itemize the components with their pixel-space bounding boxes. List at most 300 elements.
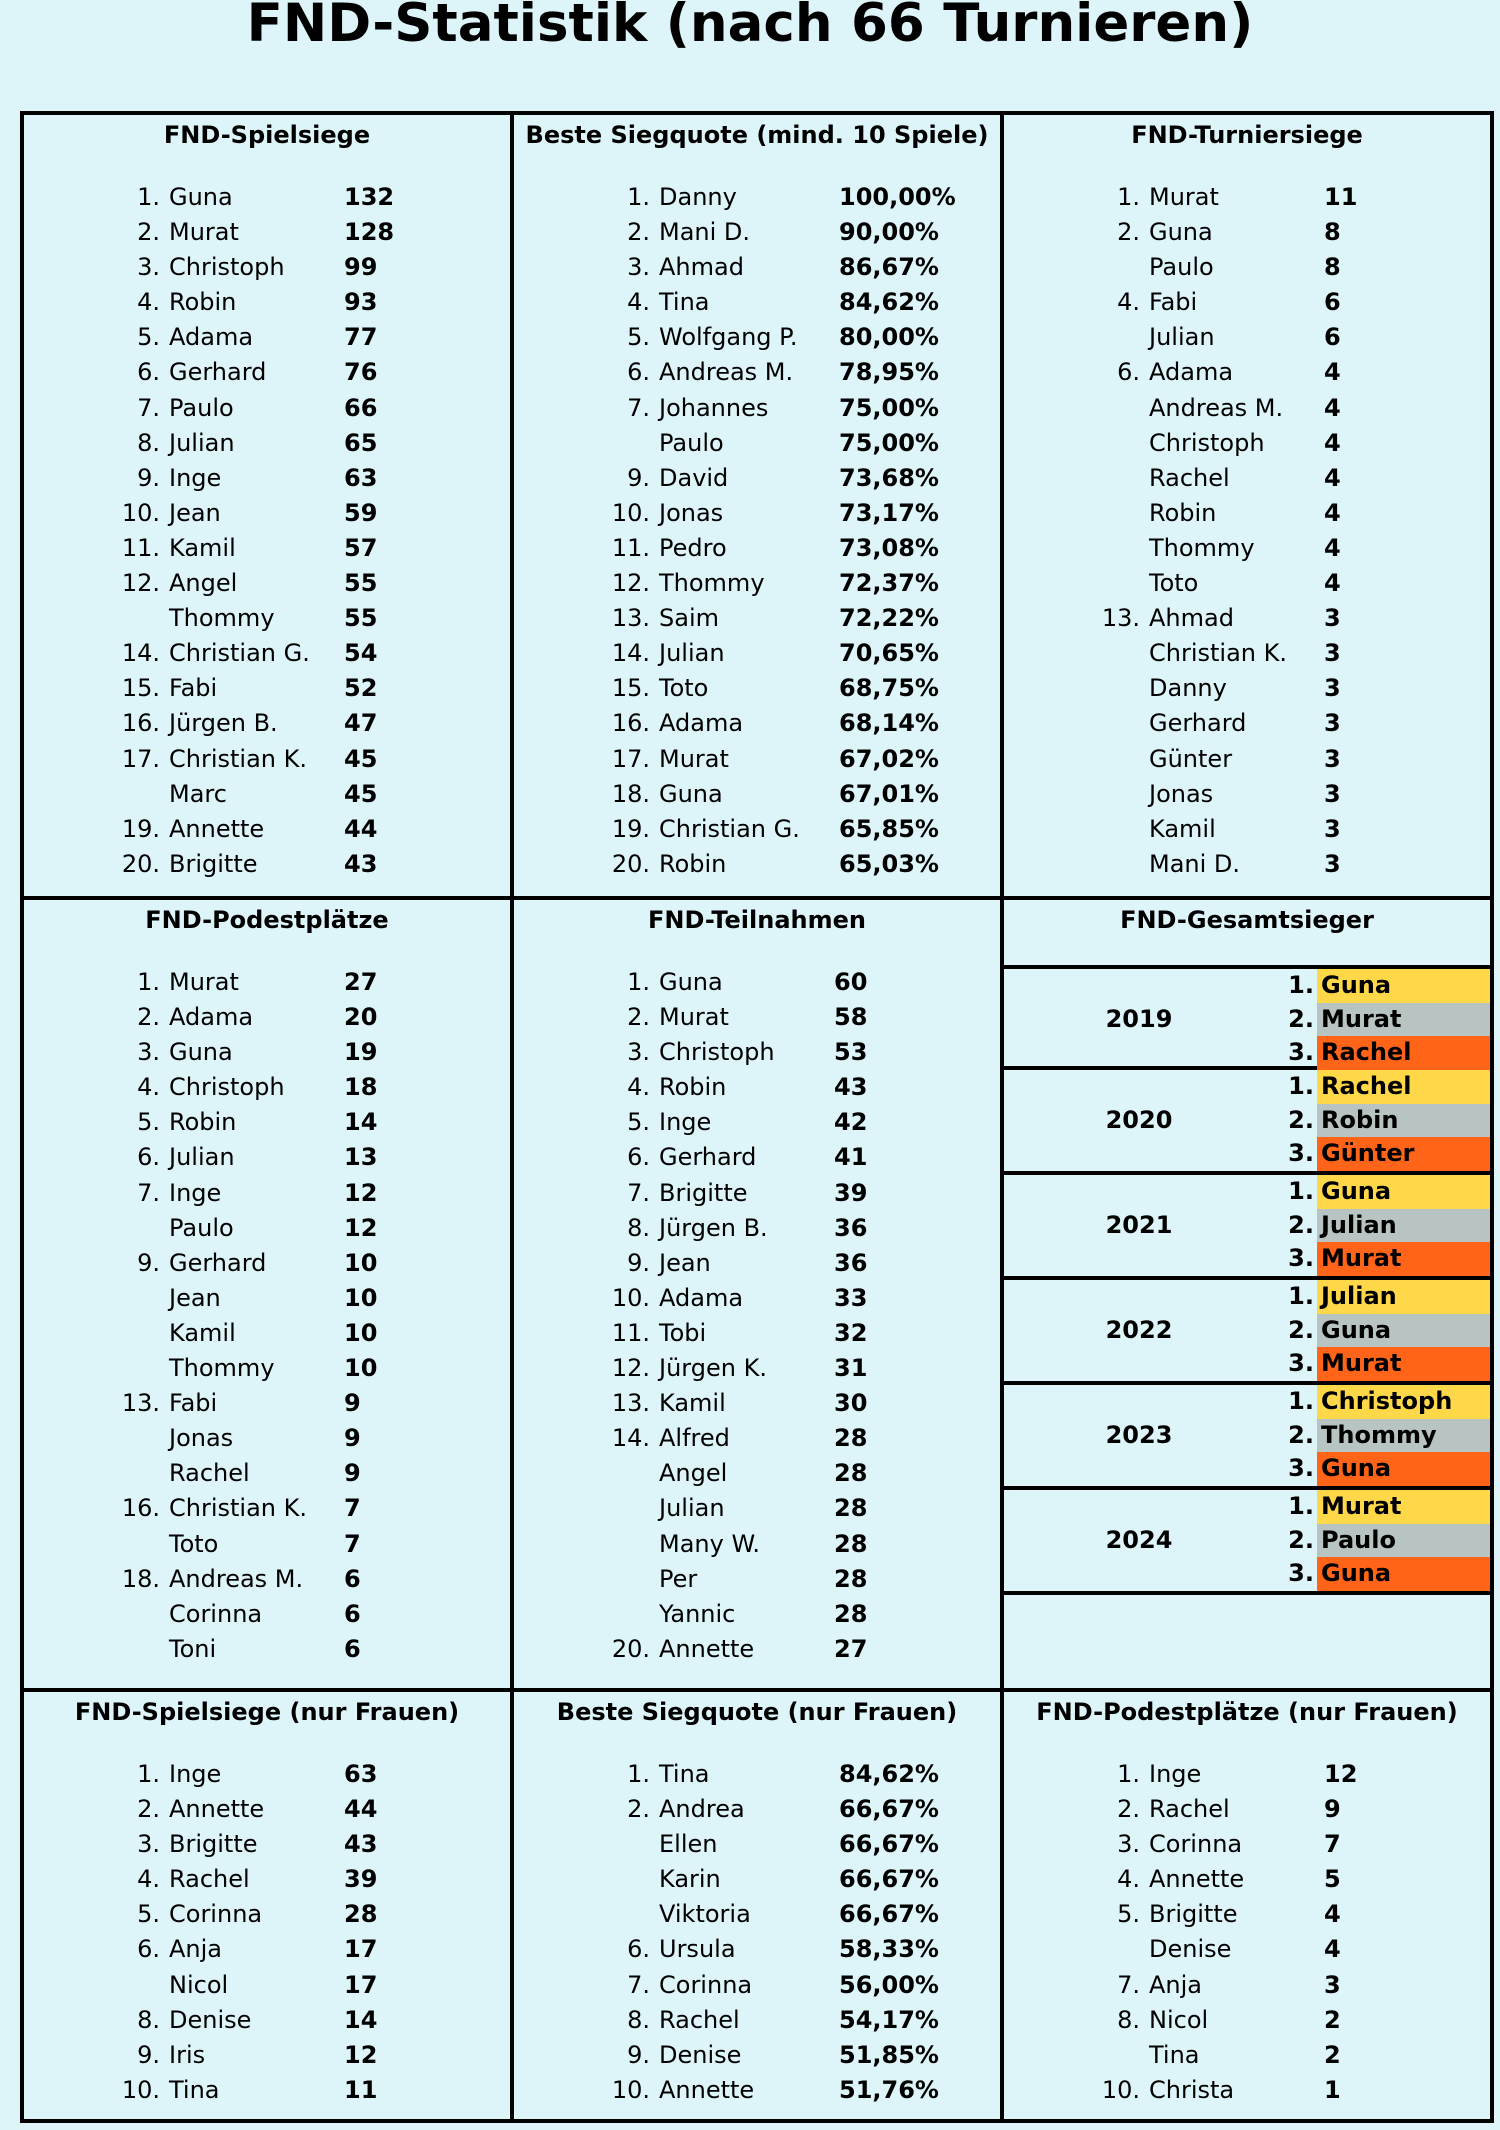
stat-value: 39 (834, 1178, 868, 1207)
rank: 7. (627, 393, 650, 422)
panel-siegquote (514, 115, 1004, 900)
ranking-row (1004, 1827, 1490, 1862)
year-block (1004, 1070, 1490, 1175)
ranking-row (1004, 636, 1490, 671)
stat-value: 75,00% (839, 393, 939, 422)
player-name: Paulo (169, 1213, 234, 1242)
player-name: Jürgen B. (169, 709, 278, 738)
ranking-row (1004, 601, 1490, 636)
player-name: Adama (1149, 358, 1234, 387)
ranking-row (1004, 777, 1490, 812)
player-name: Jonas (1149, 779, 1214, 808)
ranking-row (514, 1351, 1000, 1386)
stat-value: 8 (1324, 253, 1341, 282)
rank: 6. (137, 358, 160, 387)
player-name: Guna (659, 968, 723, 996)
stat-value: 78,95% (839, 358, 939, 387)
player-name: Corinna (169, 1900, 263, 1929)
rank: 6. (627, 358, 650, 387)
rank: 2. (137, 1003, 160, 1032)
rank: 4. (627, 1073, 650, 1102)
rank: 20. (611, 849, 650, 878)
ranking-row (24, 847, 510, 882)
rank: 2. (137, 218, 160, 247)
ranking-row (24, 285, 510, 320)
podium-place (1004, 1280, 1490, 1314)
stat-value: 8 (1324, 218, 1341, 247)
ranking-row (514, 426, 1000, 461)
ranking-row (24, 636, 510, 671)
stat-value: 84,62% (839, 288, 939, 317)
ranking-row (514, 1897, 1000, 1932)
statistics-grid (20, 111, 1494, 2123)
ranking-row (1004, 496, 1490, 531)
ranking-row (24, 777, 510, 812)
podium-rank: 3. (1288, 1244, 1314, 1273)
stat-value: 57 (344, 533, 378, 562)
ranking-row (514, 742, 1000, 777)
rank: 13. (611, 604, 650, 633)
stat-value: 3 (1324, 639, 1341, 668)
stat-value: 47 (344, 709, 378, 738)
ranking-row (514, 1597, 1000, 1632)
stat-value: 28 (834, 1599, 868, 1628)
podium-place (1004, 1490, 1490, 1524)
podium-place (1004, 1003, 1490, 1037)
rank: 12. (121, 569, 160, 598)
ranking-row (1004, 847, 1490, 882)
ranking-row (514, 1932, 1000, 1967)
panel-spielsiege-frauen (24, 1692, 514, 2119)
ranking-row (24, 1386, 510, 1421)
ranking-row (1004, 1862, 1490, 1897)
stat-value: 68,75% (839, 674, 939, 703)
ranking-row (24, 1316, 510, 1351)
panel-title: Beste Siegquote (mind. 10 Spiele) (525, 121, 989, 149)
ranking-row (514, 1562, 1000, 1597)
rank: 1. (1117, 183, 1140, 211)
stat-value: 28 (834, 1564, 868, 1593)
ranking-row (1004, 285, 1490, 320)
stat-value: 84,62% (839, 1760, 939, 1788)
year-label: 2022 (1105, 1316, 1173, 1344)
rank: 2. (137, 1795, 160, 1824)
player-name: Nicol (1149, 2005, 1209, 2034)
player-name: Murat (659, 1003, 729, 1032)
player-name: Mani D. (659, 218, 751, 247)
ranking-row (514, 777, 1000, 812)
stat-value: 27 (834, 1634, 868, 1663)
rank: 7. (1117, 1970, 1140, 1999)
rank: 19. (611, 814, 650, 843)
stat-value: 4 (1324, 498, 1341, 527)
podium-rank: 2. (1288, 1525, 1314, 1554)
ranking-row (24, 1000, 510, 1035)
podium-name: Rachel (1317, 1070, 1490, 1104)
podium-name: Guna (1317, 1452, 1490, 1486)
rank: 4. (137, 288, 160, 317)
rank: 10. (1101, 2075, 1140, 2104)
player-name: Tina (659, 288, 710, 317)
player-name: Brigitte (169, 1830, 258, 1859)
rank: 12. (611, 569, 650, 598)
rank: 11. (611, 1318, 650, 1347)
stat-value: 3 (1324, 744, 1341, 773)
rank: 12. (611, 1354, 650, 1383)
player-name: Christoph (169, 1073, 285, 1102)
rank: 3. (1117, 1830, 1140, 1859)
panel-title: FND-Spielsiege (163, 121, 371, 149)
rank: 8. (137, 428, 160, 457)
stat-value: 33 (834, 1283, 868, 1312)
stat-value: 2 (1324, 2040, 1341, 2069)
rank: 4. (137, 1073, 160, 1102)
stat-value: 1 (1324, 2075, 1341, 2104)
stat-value: 6 (1324, 323, 1341, 352)
stat-value: 2 (1324, 2005, 1341, 2034)
stat-value: 9 (1324, 1795, 1341, 1824)
rank: 6. (627, 1143, 650, 1172)
stat-value: 3 (1324, 849, 1341, 878)
ranking-list (514, 180, 1000, 882)
stat-value: 3 (1324, 814, 1341, 843)
ranking-row (24, 531, 510, 566)
player-name: Christa (1149, 2075, 1235, 2104)
panel-title: FND-Teilnahmen (648, 906, 866, 934)
stat-value: 30 (834, 1389, 868, 1418)
podium-name: Christoph (1317, 1385, 1490, 1419)
player-name: Rachel (169, 1459, 250, 1488)
stat-value: 86,67% (839, 253, 939, 282)
ranking-row (24, 671, 510, 706)
year-label: 2024 (1105, 1526, 1173, 1554)
player-name: Toto (1149, 569, 1199, 598)
player-name: Guna (659, 779, 723, 808)
ranking-row (514, 461, 1000, 496)
ranking-row (514, 391, 1000, 426)
podium-place (1004, 1209, 1490, 1243)
player-name: Per (659, 1564, 698, 1593)
stat-value: 6 (344, 1599, 361, 1628)
year-block (1004, 965, 1490, 1070)
stat-value: 4 (1324, 463, 1341, 492)
page-title: FND-Statistik (nach 66 Turnieren) (246, 0, 1254, 54)
stat-value: 67,02% (839, 744, 939, 773)
ranking-row (514, 566, 1000, 601)
ranking-row (24, 355, 510, 390)
player-name: Murat (659, 744, 729, 773)
rank: 8. (627, 2005, 650, 2034)
rank: 15. (611, 674, 650, 703)
player-name: Julian (659, 639, 725, 668)
player-name: Anja (169, 1935, 223, 1964)
player-name: Ahmad (659, 253, 744, 282)
player-name: Rachel (1149, 463, 1230, 492)
panel-teilnahmen (514, 900, 1004, 1692)
ranking-row (514, 531, 1000, 566)
rank: 16. (611, 709, 650, 738)
podium-place (1004, 1104, 1490, 1138)
stat-value: 42 (834, 1108, 868, 1137)
podium-name: Paulo (1317, 1524, 1490, 1558)
stat-value: 73,08% (839, 533, 939, 562)
player-name: Danny (1149, 674, 1227, 703)
player-name: Johannes (659, 393, 769, 422)
player-name: Corinna (659, 1970, 753, 1999)
player-name: Christian K. (1149, 639, 1287, 668)
stat-value: 54 (344, 639, 378, 668)
podium-place (1004, 1036, 1490, 1070)
stat-value: 51,85% (839, 2040, 939, 2069)
stat-value: 56,00% (839, 1970, 939, 1999)
stat-value: 31 (834, 1354, 868, 1383)
stat-value: 17 (344, 1970, 378, 1999)
player-name: Brigitte (659, 1178, 748, 1207)
stat-value: 4 (1324, 533, 1341, 562)
winners-table (1004, 965, 1490, 1595)
player-name: Tina (169, 2075, 220, 2104)
player-name: Jürgen B. (659, 1213, 768, 1242)
ranking-row (1004, 180, 1490, 215)
podium-rank: 3. (1288, 1349, 1314, 1378)
podium-place (1004, 1452, 1490, 1486)
player-name: Anja (1149, 1970, 1203, 1999)
year-block (1004, 1175, 1490, 1280)
ranking-row (24, 2073, 510, 2108)
rank: 5. (137, 1108, 160, 1137)
player-name: Kamil (169, 1318, 236, 1347)
ranking-row (24, 320, 510, 355)
stat-value: 6 (344, 1634, 361, 1663)
rank: 9. (137, 2040, 160, 2069)
player-name: Annette (659, 1634, 755, 1663)
player-name: Gerhard (659, 1143, 757, 1172)
stat-value: 18 (344, 1073, 378, 1102)
player-name: Guna (169, 1038, 233, 1067)
ranking-row (514, 320, 1000, 355)
panel-podestplaetze-frauen (1004, 1692, 1490, 2119)
ranking-row (514, 1176, 1000, 1211)
stat-value: 4 (1324, 569, 1341, 598)
ranking-row (514, 1491, 1000, 1526)
stat-value: 11 (344, 2075, 378, 2104)
stat-value: 99 (344, 253, 378, 282)
year-label: 2020 (1105, 1106, 1173, 1134)
player-name: Fabi (169, 674, 218, 703)
player-name: Andreas M. (169, 1564, 304, 1593)
player-name: Toto (169, 1529, 219, 1558)
player-name: Ellen (659, 1830, 718, 1859)
stat-value: 10 (344, 1354, 378, 1383)
rank: 20. (611, 1634, 650, 1663)
ranking-row (24, 1491, 510, 1526)
rank: 6. (627, 1935, 650, 1964)
rank: 6. (137, 1935, 160, 1964)
stat-value: 28 (834, 1494, 868, 1523)
player-name: Christoph (659, 1038, 775, 1067)
player-name: Julian (659, 1494, 725, 1523)
ranking-row (24, 1897, 510, 1932)
stat-value: 55 (344, 569, 378, 598)
player-name: Jean (169, 1283, 221, 1312)
stat-value: 10 (344, 1283, 378, 1312)
rank: 5. (137, 1900, 160, 1929)
stat-value: 66,67% (839, 1900, 939, 1929)
ranking-row (1004, 812, 1490, 847)
player-name: Rachel (1149, 1795, 1230, 1824)
stat-value: 100,00% (839, 183, 956, 211)
ranking-row (1004, 426, 1490, 461)
podium-place (1004, 1385, 1490, 1419)
ranking-list (514, 965, 1000, 1667)
stat-value: 60 (834, 968, 868, 996)
ranking-row (1004, 215, 1490, 250)
stat-value: 63 (344, 463, 378, 492)
player-name: Thommy (1149, 533, 1255, 562)
panel-gesamtsieger (1004, 900, 1490, 1692)
rank: 5. (137, 323, 160, 352)
stat-value: 65,85% (839, 814, 939, 843)
stat-value: 75,00% (839, 428, 939, 457)
player-name: Jean (659, 1248, 711, 1277)
rank: 4. (1117, 1865, 1140, 1894)
podium-rank: 2. (1288, 1004, 1314, 1033)
ranking-row (1004, 742, 1490, 777)
ranking-row (24, 1932, 510, 1967)
stat-value: 12 (1324, 1760, 1358, 1788)
podium-name: Julian (1317, 1209, 1490, 1243)
player-name: Robin (659, 849, 727, 878)
player-name: Christian K. (169, 744, 307, 773)
stat-value: 7 (1324, 1830, 1341, 1859)
ranking-row (24, 1792, 510, 1827)
ranking-row (1004, 1968, 1490, 2003)
panel-title: FND-Podestplätze (145, 906, 389, 934)
ranking-row (24, 1035, 510, 1070)
year-block (1004, 1490, 1490, 1595)
ranking-row (24, 426, 510, 461)
rank: 17. (121, 744, 160, 773)
player-name: Julian (169, 428, 235, 457)
player-name: Wolfgang P. (659, 323, 798, 352)
player-name: Julian (169, 1143, 235, 1172)
ranking-row (514, 1035, 1000, 1070)
stat-value: 14 (344, 1108, 378, 1137)
stat-value: 43 (344, 1830, 378, 1859)
player-name: Annette (169, 814, 265, 843)
stat-value: 72,37% (839, 569, 939, 598)
stat-value: 66,67% (839, 1865, 939, 1894)
stat-value: 128 (344, 218, 395, 247)
stat-value: 3 (1324, 1970, 1341, 1999)
ranking-row (24, 1351, 510, 1386)
ranking-row (514, 355, 1000, 390)
player-name: Tina (659, 1760, 710, 1788)
ranking-row (24, 965, 510, 1000)
ranking-row (24, 566, 510, 601)
player-name: Angel (659, 1459, 728, 1488)
ranking-row (1004, 2038, 1490, 2073)
player-name: Corinna (169, 1599, 263, 1628)
stat-value: 11 (1324, 183, 1358, 211)
rank: 20. (121, 849, 160, 878)
ranking-row (1004, 250, 1490, 285)
player-name: Thommy (169, 1354, 275, 1383)
stat-value: 3 (1324, 604, 1341, 633)
ranking-row (514, 2003, 1000, 2038)
rank: 8. (137, 2005, 160, 2034)
ranking-row (24, 742, 510, 777)
player-name: Thommy (169, 604, 275, 633)
player-name: Brigitte (169, 849, 258, 878)
panel-title: FND-Spielsiege (nur Frauen) (74, 1698, 460, 1726)
ranking-row (1004, 355, 1490, 390)
ranking-row (514, 601, 1000, 636)
ranking-row (24, 1070, 510, 1105)
podium-place (1004, 1070, 1490, 1104)
ranking-row (1004, 1792, 1490, 1827)
ranking-row (24, 180, 510, 215)
player-name: Guna (1149, 218, 1213, 247)
ranking-row (1004, 531, 1490, 566)
player-name: Jean (169, 498, 221, 527)
player-name: Jonas (659, 498, 724, 527)
stat-value: 13 (344, 1143, 378, 1172)
ranking-row (514, 671, 1000, 706)
player-name: Inge (169, 463, 222, 492)
rank: 1. (137, 1760, 160, 1788)
podium-name: Guna (1317, 1314, 1490, 1348)
player-name: Adama (659, 1283, 744, 1312)
player-name: Fabi (169, 1389, 218, 1418)
rank: 18. (121, 1564, 160, 1593)
ranking-list (24, 965, 510, 1667)
player-name: Robin (169, 288, 237, 317)
stat-value: 5 (1324, 1865, 1341, 1894)
player-name: Kamil (659, 1389, 726, 1418)
podium-name: Murat (1317, 1347, 1490, 1381)
rank: 9. (627, 463, 650, 492)
player-name: Ursula (659, 1935, 736, 1964)
stat-value: 6 (1324, 288, 1341, 317)
rank: 14. (611, 639, 650, 668)
ranking-row (24, 1632, 510, 1667)
podium-rank: 2. (1288, 1105, 1314, 1134)
ranking-row (24, 496, 510, 531)
stat-value: 45 (344, 744, 378, 773)
ranking-row (24, 391, 510, 426)
rank: 5. (627, 1108, 650, 1137)
rank: 1. (627, 1760, 650, 1788)
podium-rank: 2. (1288, 1420, 1314, 1449)
player-name: Thommy (659, 569, 765, 598)
player-name: Julian (1149, 323, 1215, 352)
ranking-row (514, 1527, 1000, 1562)
stat-value: 9 (344, 1389, 361, 1418)
stat-value: 65 (344, 428, 378, 457)
ranking-row (24, 601, 510, 636)
ranking-row (514, 1632, 1000, 1667)
ranking-row (514, 1000, 1000, 1035)
rank: 10. (121, 498, 160, 527)
player-name: Rachel (659, 2005, 740, 2034)
stat-value: 3 (1324, 709, 1341, 738)
rank: 1. (627, 183, 650, 211)
rank: 14. (611, 1424, 650, 1453)
podium-name: Robin (1317, 1104, 1490, 1138)
stat-value: 72,22% (839, 604, 939, 633)
ranking-row (24, 1527, 510, 1562)
